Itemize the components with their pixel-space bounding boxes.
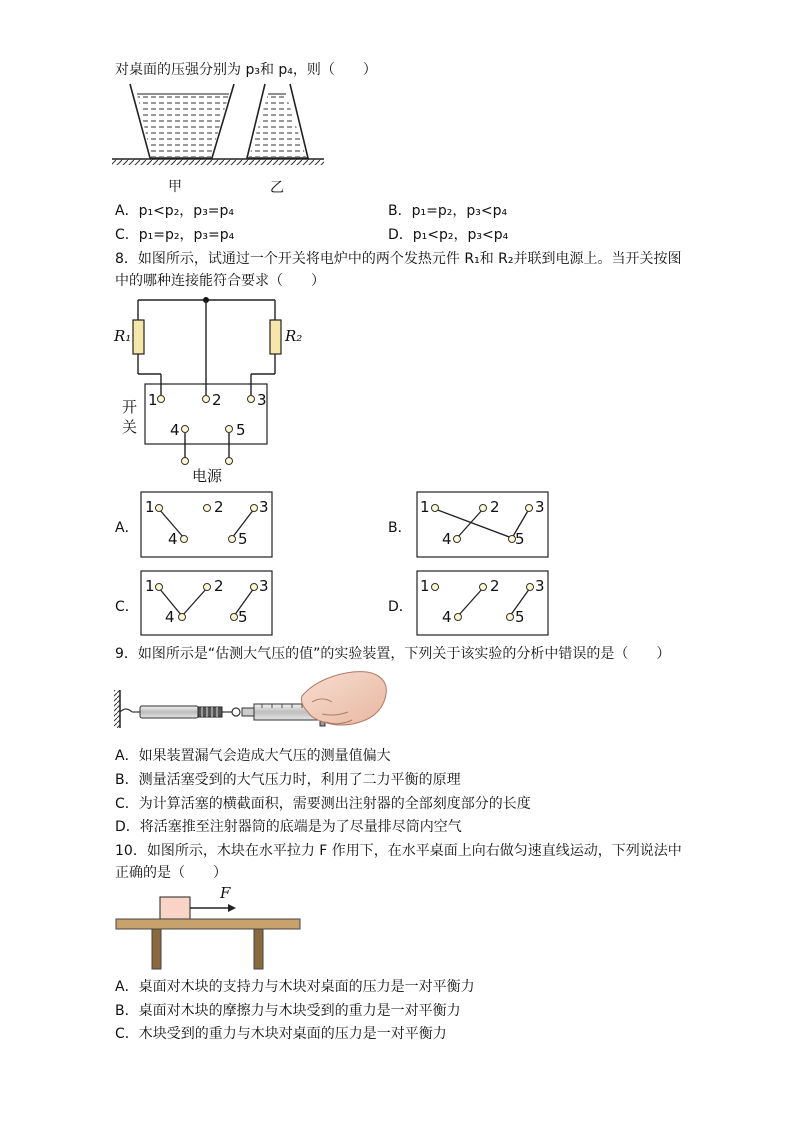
switch-label-kai: 开	[122, 398, 138, 416]
opt-d-terminal-3: 3	[535, 577, 545, 595]
q7-stem-tail: 对桌面的压强分别为 p₃和 p₄，则（ ）	[115, 62, 377, 78]
q8-option-a[interactable]	[140, 491, 274, 558]
r2-label: R₂	[285, 327, 303, 345]
opt-c-terminal-5: 5	[238, 608, 248, 626]
option-text: 为计算活塞的横截面积，需要测出注射器的全部刻度部分的长度	[138, 796, 531, 812]
opt-c-terminal-1: 1	[145, 577, 155, 595]
terminal-4: 4	[170, 421, 180, 439]
q7-containers-figure	[110, 82, 330, 197]
option-text: 测量活塞受到的大气压力时，利用了二力平衡的原理	[138, 772, 461, 788]
opt-a-terminal-1: 1	[145, 498, 155, 516]
q8-option-c-letter: C．	[115, 599, 139, 615]
q9-option-b[interactable]	[115, 771, 461, 789]
q7-option-d[interactable]	[388, 226, 508, 244]
opt-d-terminal-5: 5	[515, 608, 525, 626]
q8-option-d-letter: D．	[388, 599, 413, 615]
option-letter: C．	[115, 1026, 139, 1042]
opt-a-terminal-4: 4	[168, 530, 178, 548]
terminal-1: 1	[148, 391, 158, 409]
opt-d-terminal-4: 4	[442, 608, 452, 626]
r1-label: R₁	[114, 327, 132, 345]
q10-option-b[interactable]	[115, 1002, 461, 1020]
option-letter: B．	[115, 1003, 139, 1019]
opt-b-terminal-5: 5	[515, 530, 525, 548]
option-letter: D．	[115, 819, 140, 835]
opt-b-terminal-2: 2	[490, 498, 500, 516]
option-letter: A．	[115, 979, 139, 995]
q8-option-a-letter: A．	[115, 520, 139, 536]
q9-option-c[interactable]	[115, 795, 531, 813]
q10-stem-line2: 正确的是（ ）	[115, 865, 227, 881]
q10-option-a[interactable]	[115, 978, 475, 996]
q8-option-d[interactable]	[416, 570, 550, 636]
q9-stem: 9．如图所示是“估测大气压的值”的实验装置，下列关于该实验的分析中错误的是（ ）	[115, 646, 671, 662]
option-letter: A．	[115, 748, 139, 764]
option-letter: B．	[115, 772, 139, 788]
q8-option-c[interactable]	[140, 570, 274, 636]
option-letter: C．	[115, 227, 139, 243]
option-letter: A．	[115, 203, 139, 219]
option-letter: D．	[388, 227, 413, 243]
option-text: p₁<p₂，p₃<p₄	[412, 227, 509, 243]
label-jia: 甲	[168, 179, 182, 195]
option-text: p₁=p₂，p₃=p₄	[138, 227, 235, 243]
option-text: 将活塞推至注射器筒的底端是为了尽量排尽筒内空气	[139, 819, 462, 835]
q7-option-b[interactable]	[388, 202, 507, 220]
q8-stem-line1: 8．如图所示，试通过一个开关将电炉中的两个发热元件 R₁和 R₂并联到电源上。当开关按图	[115, 251, 682, 267]
opt-d-terminal-1: 1	[420, 577, 430, 595]
terminal-3: 3	[257, 391, 267, 409]
option-text: 如果装置漏气会造成大气压的测量值偏大	[138, 748, 391, 764]
q8-circuit-figure	[110, 292, 310, 487]
power-label: 电源	[192, 467, 223, 485]
q8-stem-line2: 中的哪种连接能符合要求（ ）	[115, 273, 325, 289]
q8-option-b-letter: B．	[388, 520, 412, 536]
q10-option-c[interactable]	[115, 1025, 447, 1043]
opt-b-terminal-3: 3	[535, 498, 545, 516]
opt-c-terminal-2: 2	[214, 577, 224, 595]
option-text: p₁=p₂，p₃<p₄	[411, 203, 508, 219]
opt-a-terminal-5: 5	[238, 530, 248, 548]
option-text: 木块受到的重力与木块对桌面的压力是一对平衡力	[138, 1026, 447, 1042]
switch-label-guan: 关	[122, 418, 138, 436]
opt-b-terminal-1: 1	[420, 498, 430, 516]
q10-stem-line1: 10．如图所示，木块在水平拉力 F 作用下，在水平桌面上向右做匀速直线运动，下列说法中	[115, 843, 682, 859]
opt-a-terminal-2: 2	[214, 498, 224, 516]
opt-a-terminal-3: 3	[259, 498, 269, 516]
q9-option-d[interactable]	[115, 818, 462, 836]
opt-c-terminal-4: 4	[165, 608, 175, 626]
opt-c-terminal-3: 3	[259, 577, 269, 595]
q7-option-a[interactable]	[115, 202, 234, 220]
q8-option-b[interactable]	[416, 491, 550, 558]
option-text: 桌面对木块的摩擦力与木块受到的重力是一对平衡力	[138, 1003, 461, 1019]
force-f-label: F	[220, 884, 231, 902]
opt-d-terminal-2: 2	[490, 577, 500, 595]
q10-table-figure	[112, 890, 307, 972]
option-text: p₁<p₂，p₃=p₄	[138, 203, 235, 219]
option-text: 桌面对木块的支持力与木块对桌面的压力是一对平衡力	[138, 979, 475, 995]
opt-b-terminal-4: 4	[442, 530, 452, 548]
option-letter: B．	[388, 203, 412, 219]
terminal-2: 2	[212, 391, 222, 409]
label-yi: 乙	[270, 180, 284, 196]
option-letter: C．	[115, 796, 139, 812]
q9-option-a[interactable]	[115, 747, 391, 765]
q7-option-c[interactable]	[115, 226, 234, 244]
q9-syringe-figure	[112, 668, 392, 740]
terminal-5: 5	[236, 421, 246, 439]
